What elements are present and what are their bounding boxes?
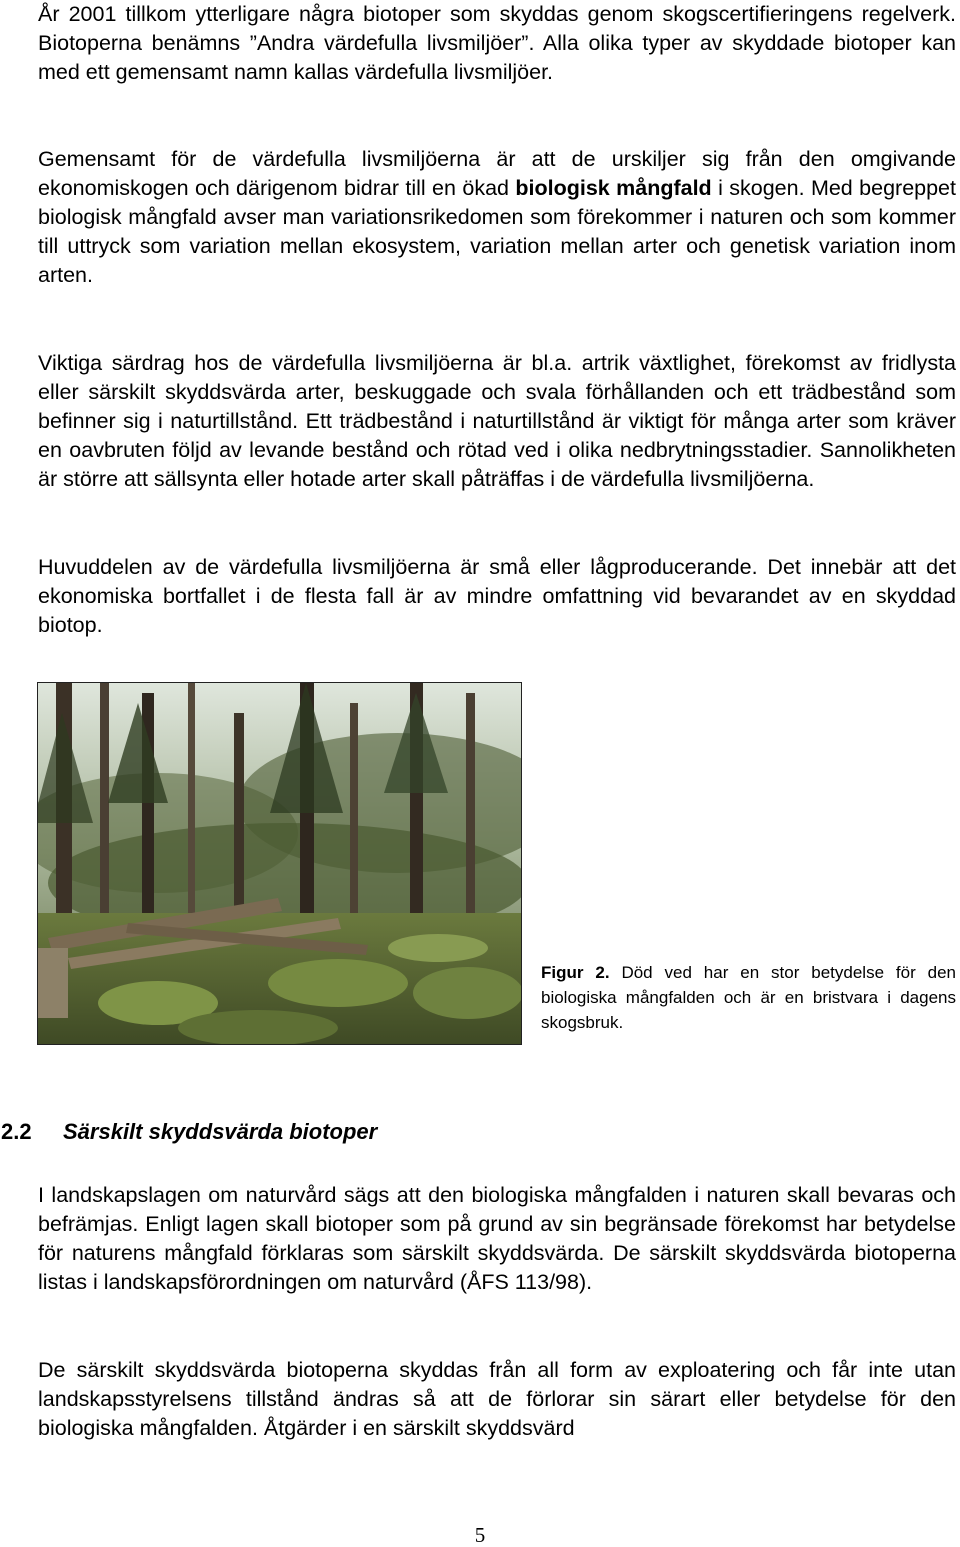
figure-label: Figur 2.: [541, 963, 610, 982]
paragraph-biodiversity: [38, 145, 956, 290]
figure-caption-text: Död ved har en stor betydelse för den biologiska mångfalden och är en bristvara i dagens skogsbruk.: [541, 963, 956, 1032]
bold-term: biologisk mångfald: [515, 176, 712, 200]
section-number: 2.2: [1, 1119, 32, 1144]
page-number: 5: [474, 1523, 486, 1547]
paragraph-text: Gemensamt för de värdefulla livsmiljöerna är att de urskiljer sig från den omgivande ekonomiskogen och därigenom bidrar till en ökad: [38, 147, 956, 200]
forest-photo: [37, 682, 522, 1045]
section-heading: [0, 1117, 940, 1146]
paragraph-text: i skogen. Med begreppet biologisk mångfald avser man variationsrikedomen som förekommer i naturen och som kommer till uttryck som variation mellan ekosystem, variation mellan arter och genetisk variation inom arten.: [38, 176, 956, 287]
section-title: Särskilt skyddsvärda biotoper: [63, 1119, 378, 1144]
paragraph-landscape-law: I landskapslagen om naturvård sägs att den biologiska mångfalden i naturen skall bevaras och befrämjas. Enligt lagen skall biotoper som på grund av sin begränsade förekomst har betydelse för naturens mångfald förklaras som särskilt skyddsvärda. De särskilt skyddsvärda biotoperna listas i landskapsförordningen om naturvård (ÅFS 113/98).: [38, 1183, 956, 1294]
paragraph-protection: De särskilt skyddsvärda biotoperna skyddas från all form av exploatering och får inte utan landskapsstyrelsens tillstånd ändras så att de förlorar sin särart eller betydelse för den biologiska mångfalden. Åtgärder i en särskilt skyddsvärd: [38, 1358, 956, 1440]
paragraph-key-features: Viktiga särdrag hos de värdefulla livsmiljöerna är bl.a. artrik växtlighet, förekomst av fridlysta eller särskilt skyddsvärda arter, beskuggade och svala förhållanden och ett trädbestånd som befinner sig i naturtillstånd. Ett trädbestånd i naturtillstånd är viktigt för många arter som kräver en oavbruten följd av levande bestånd och rötad ved i olika nedbrytningsstadier. Sannolikheten är större att sällsynta eller hotade arter skall påträffas i de värdefulla livsmiljöerna.: [38, 351, 956, 491]
paragraph-economic-loss: Huvuddelen av de värdefulla livsmiljöerna är små eller lågproducerande. Det innebär att det ekonomiska bortfallet i de flesta fall är av mindre omfattning vid bevarandet av en skyddad biotop.: [38, 555, 956, 637]
figure-caption: [541, 960, 956, 1035]
paragraph-certification-biotopes: År 2001 tillkom ytterligare några biotoper som skyddas genom skogscertifieringens regelverk. Biotoperna benämns ”Andra värdefulla livsmiljöer”. Alla olika typer av skyddade biotoper kan med ett gemensamt namn kallas värdefulla livsmiljöer.: [38, 2, 956, 84]
